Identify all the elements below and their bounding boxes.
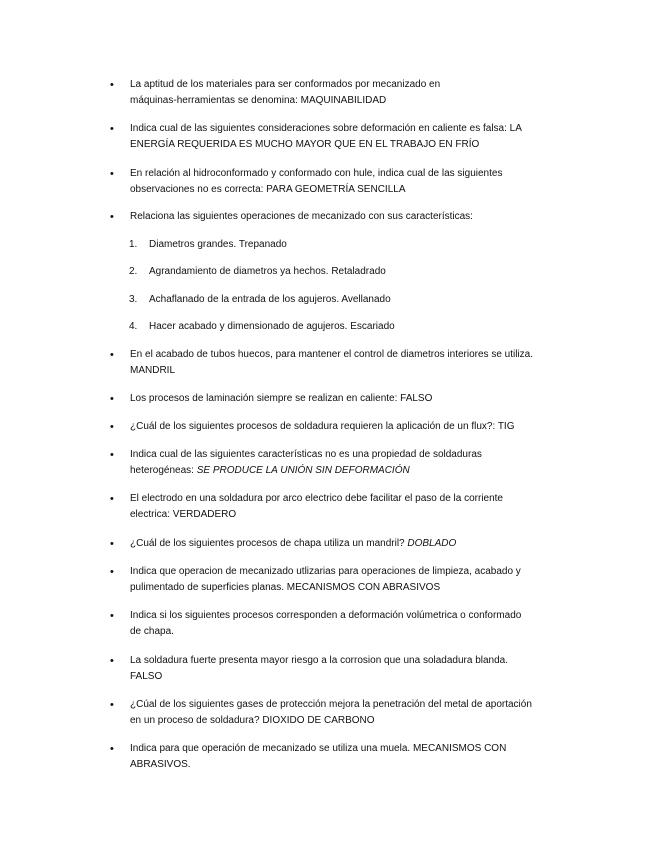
item-line: máquinas-herramientas se denomina: MAQUINABILIDAD: [130, 95, 387, 106]
item-answer-italic: DOBLADO: [407, 538, 457, 549]
item-line: En relación al hidroconformado y conformado con hule, indica cual de las siguientes: [130, 168, 503, 179]
item-line: pulimentado de superficies planas. MECANISMOS CON ABRASIVOS: [130, 582, 441, 593]
item-line: Los procesos de laminación siempre se realizan en caliente: FALSO: [130, 393, 433, 404]
item-line: Indica si los siguientes procesos corresponden a deformación volúmetrica o conformado: [130, 610, 522, 621]
item-line: de chapa.: [130, 626, 174, 637]
item-line: El electrodo en una soldadura por arco electrico debe facilitar el paso de la corriente: [130, 493, 503, 504]
item-line: MANDRIL: [130, 365, 176, 376]
item-line: Hacer acabado y dimensionado de agujeros. Escariado: [149, 321, 395, 332]
item-line: FALSO: [130, 671, 163, 682]
bullet: •: [110, 743, 114, 755]
item-line: observaciones no es correcta: PARA GEOMETRÍA SENCILLA: [130, 184, 406, 195]
item-line: en un proceso de soldadura? DIOXIDO DE CARBONO: [130, 715, 375, 726]
bullet: •: [110, 449, 114, 461]
item-line: Indica que operacion de mecanizado utlizarias para operaciones de limpieza, acabado y: [130, 566, 521, 577]
item-line: Indica cual de las siguientes consideraciones sobre deformación en caliente es falsa: LA: [130, 123, 522, 134]
bullet: •: [110, 655, 114, 667]
item-line-prefix: ¿Cuál de los siguientes procesos de chapa utiliza un mandril?: [130, 538, 408, 549]
bullet: •: [110, 566, 114, 578]
item-answer-italic: SE PRODUCE LA UNIÓN SIN DEFORMACIÓN: [196, 465, 410, 476]
bullet: •: [110, 421, 114, 433]
item-line: ENERGÍA REQUERIDA ES MUCHO MAYOR QUE EN EL TRABAJO EN FRÍO: [130, 139, 480, 150]
item-number: 3.: [129, 294, 138, 305]
item-line: electrica: VERDADERO: [130, 509, 237, 520]
bullet: •: [110, 610, 114, 622]
bullet: •: [110, 393, 114, 405]
item-number: 2.: [129, 266, 138, 277]
item-number: 4.: [129, 321, 138, 332]
item-line: Diametros grandes. Trepanado: [149, 239, 287, 250]
item-number: 1.: [129, 239, 138, 250]
item-line: [130, 463, 410, 479]
item-line-prefix: heterogéneas:: [130, 465, 197, 476]
bullet: •: [110, 168, 114, 180]
item-line: Indica cual de las siguientes características no es una propiedad de soldaduras: [130, 449, 482, 460]
item-line: ¿Cúal de los siguientes gases de protección mejora la penetración del metal de aportación: [130, 699, 532, 710]
bullet: •: [110, 493, 114, 505]
bullet: •: [110, 349, 114, 361]
item-line: Indica para que operación de mecanizado se utiliza una muela. MECANISMOS CON: [130, 743, 507, 754]
bullet: •: [110, 538, 114, 550]
item-line: ¿Cuál de los siguientes procesos de soldadura requieren la aplicación de un flux?: TIG: [130, 421, 515, 432]
item-line: [130, 536, 456, 552]
item-line: Relaciona las siguientes operaciones de mecanizado con sus características:: [130, 211, 473, 222]
item-line: ABRASIVOS.: [130, 759, 191, 770]
bullet: •: [110, 79, 114, 91]
item-line: En el acabado de tubos huecos, para mantener el control de diametros interiores se utiliza.: [130, 349, 534, 360]
bullet: •: [110, 699, 114, 711]
bullet: •: [110, 211, 114, 223]
item-line: La soldadura fuerte presenta mayor riesgo a la corrosion que una soladadura blanda.: [130, 655, 509, 666]
item-line: Achaflanado de la entrada de los agujeros. Avellanado: [149, 294, 391, 305]
item-line: La aptitud de los materiales para ser conformados por mecanizado en: [130, 79, 441, 90]
item-line: Agrandamiento de diametros ya hechos. Retaladrado: [149, 266, 386, 277]
bullet: •: [110, 123, 114, 135]
